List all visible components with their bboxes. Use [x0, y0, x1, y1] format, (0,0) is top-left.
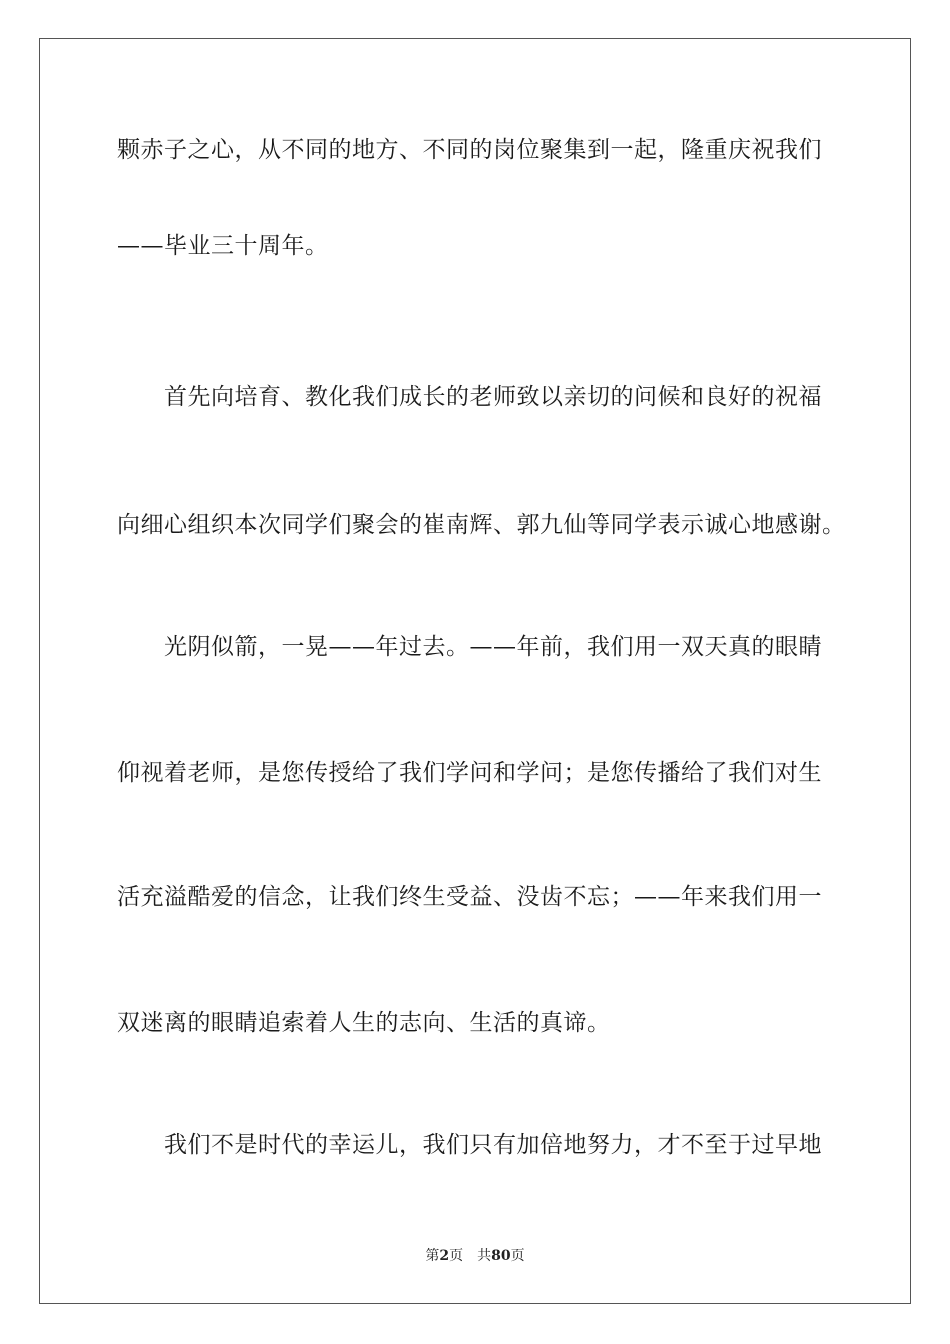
total-prefix: 共: [477, 1248, 492, 1264]
paragraph-line-7: 活充溢酷爱的信念，让我们终生受益、没齿不忘；——年来我们用一: [117, 884, 822, 910]
paragraph-line-3: 首先向培育、教化我们成长的老师致以亲切的问候和良好的祝福: [164, 384, 822, 410]
total-pages: 80: [491, 1248, 511, 1264]
page-prefix: 第: [425, 1248, 440, 1264]
page-number: 2: [439, 1248, 450, 1264]
paragraph-line-2: ——毕业三十周年。: [117, 233, 329, 259]
paragraph-line-9: 我们不是时代的幸运儿，我们只有加倍地努力，才不至于过早地: [164, 1132, 822, 1158]
paragraph-line-5: 光阴似箭，一晃——年过去。——年前，我们用一双天真的眼睛: [164, 634, 822, 660]
page-border: [39, 38, 911, 1304]
paragraph-line-1: 颗赤子之心，从不同的地方、不同的岗位聚集到一起，隆重庆祝我们: [117, 137, 822, 163]
paragraph-line-8: 双迷离的眼睛追索着人生的志向、生活的真谛。: [117, 1010, 611, 1036]
page-footer: [0, 1246, 950, 1266]
page-suffix: 页: [449, 1248, 464, 1264]
total-suffix: 页: [510, 1248, 525, 1264]
paragraph-line-6: 仰视着老师，是您传授给了我们学问和学问；是您传播给了我们对生: [117, 760, 822, 786]
paragraph-line-4: 向细心组织本次同学们聚会的崔南辉、郭九仙等同学表示诚心地感谢。: [117, 512, 846, 538]
